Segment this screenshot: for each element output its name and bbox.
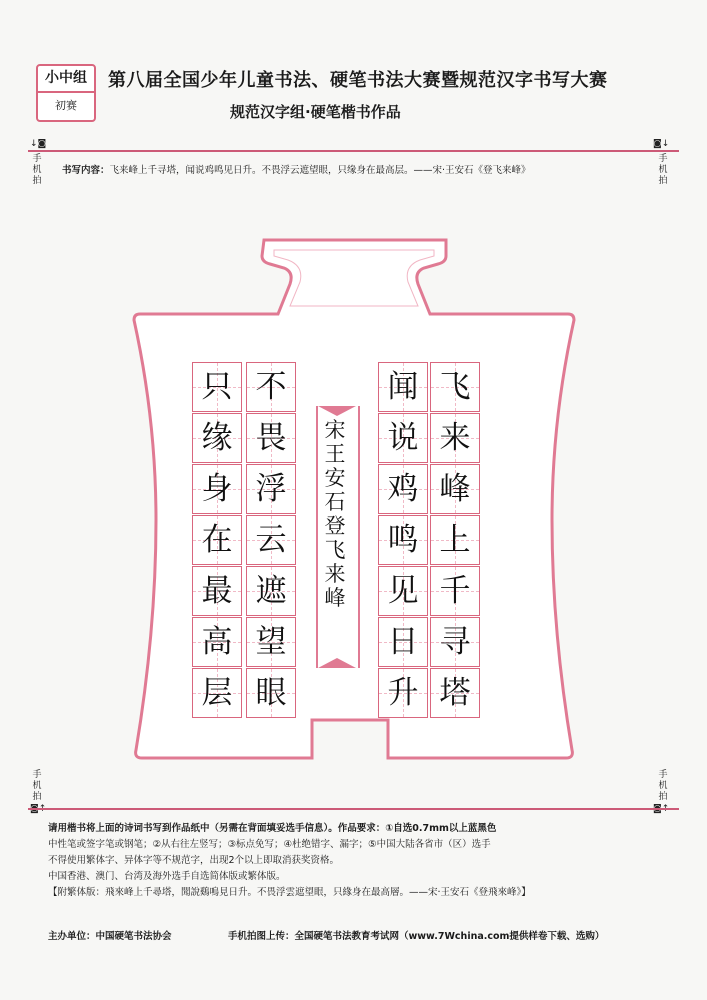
camera-icon-bottom-right: ◙↑ bbox=[653, 804, 670, 814]
char-glyph: 只 bbox=[201, 369, 233, 405]
char-cell bbox=[430, 362, 480, 412]
phone-shot-label-top-left: 手机拍 bbox=[32, 154, 42, 186]
attribution-char: 飞 bbox=[324, 538, 346, 562]
char-glyph: 层 bbox=[201, 675, 233, 711]
char-cell bbox=[378, 464, 428, 514]
char-cell bbox=[378, 515, 428, 565]
page-title: 第八届全国少年儿童书法、硬笔书法大赛暨规范汉字书写大赛 bbox=[108, 70, 608, 91]
attribution-char: 登 bbox=[324, 514, 346, 538]
char-cell bbox=[378, 413, 428, 463]
char-cell bbox=[378, 668, 428, 718]
attribution-text bbox=[312, 418, 358, 610]
char-glyph: 鸣 bbox=[387, 522, 419, 558]
char-cell bbox=[192, 617, 242, 667]
phone-shot-label-bottom-left: 手机拍 bbox=[32, 770, 42, 802]
instructions-block bbox=[48, 821, 531, 901]
char-glyph: 高 bbox=[201, 624, 233, 660]
camera-icon-top-left: ↓◙ bbox=[30, 139, 47, 149]
char-glyph: 望 bbox=[255, 624, 287, 660]
char-cell bbox=[378, 362, 428, 412]
char-cell bbox=[378, 617, 428, 667]
char-glyph: 缘 bbox=[201, 420, 233, 456]
content-text: 飞来峰上千寻塔，闻说鸡鸣见日升。不畏浮云遮望眼，只缘身在最高层。——宋·王安石《登飞来峰》 bbox=[109, 165, 531, 176]
char-glyph: 飞 bbox=[439, 369, 471, 405]
char-glyph: 身 bbox=[201, 471, 233, 507]
char-cell bbox=[246, 464, 296, 514]
char-cell bbox=[192, 566, 242, 616]
attribution-char: 王 bbox=[324, 442, 346, 466]
char-cell bbox=[192, 515, 242, 565]
char-glyph: 眼 bbox=[255, 675, 287, 711]
char-glyph: 云 bbox=[255, 522, 287, 558]
attribution-top-ornament bbox=[314, 404, 360, 418]
char-cell bbox=[430, 413, 480, 463]
char-glyph: 塔 bbox=[439, 675, 471, 711]
attribution-char: 宋 bbox=[324, 418, 346, 442]
phone-shot-label-bottom-right: 手机拍 bbox=[658, 770, 668, 802]
char-cell bbox=[430, 464, 480, 514]
instruction-line-2: 中性笔或签字笔或钢笔；②从右往左竖写；③标点免写；④杜绝错字、漏字；⑤中国大陆各省市（区）选手 bbox=[48, 839, 491, 850]
char-glyph: 千 bbox=[439, 573, 471, 609]
char-cell bbox=[192, 668, 242, 718]
instruction-line-3: 不得使用繁体字、异体字等不规范字，出现2个以上即取消获奖资格。 bbox=[48, 855, 340, 866]
instruction-line-5: 【附繁体版：飛來峰上千尋塔，聞說鷄鳴見日升。不畏浮雲遮望眼，只緣身在最高層。——宋·王安石《登飛來峰》】 bbox=[48, 887, 531, 898]
char-glyph: 升 bbox=[387, 675, 419, 711]
attribution-char: 峰 bbox=[324, 586, 346, 610]
char-glyph: 峰 bbox=[439, 471, 471, 507]
char-glyph: 遮 bbox=[255, 573, 287, 609]
char-cell bbox=[430, 515, 480, 565]
char-glyph: 在 bbox=[201, 522, 233, 558]
upload-info-text: 手机拍图上传：全国硬笔书法教育考试网（www.7Wchina.com提供样卷下载、选购） bbox=[228, 931, 605, 942]
badge-round-label: 初赛 bbox=[55, 99, 77, 112]
instruction-line-4: 中国香港、澳门、台湾及海外选手自选简体版或繁体版。 bbox=[48, 871, 286, 882]
phone-shot-label-top-right: 手机拍 bbox=[658, 154, 668, 186]
char-glyph: 寻 bbox=[439, 624, 471, 660]
char-glyph: 来 bbox=[439, 420, 471, 456]
char-cell bbox=[246, 566, 296, 616]
char-cell bbox=[192, 464, 242, 514]
badge-group-label: 小中组 bbox=[38, 66, 94, 93]
char-cell bbox=[246, 515, 296, 565]
attribution-char: 来 bbox=[324, 562, 346, 586]
char-glyph: 日 bbox=[387, 624, 419, 660]
char-glyph: 最 bbox=[201, 573, 233, 609]
page-subtitle: 规范汉字组·硬笔楷书作品 bbox=[230, 103, 401, 121]
char-cell bbox=[192, 362, 242, 412]
char-glyph: 上 bbox=[439, 522, 471, 558]
char-cell bbox=[246, 668, 296, 718]
char-glyph: 见 bbox=[387, 573, 419, 609]
char-cell bbox=[430, 566, 480, 616]
char-cell bbox=[192, 413, 242, 463]
char-glyph: 鸡 bbox=[387, 471, 419, 507]
attribution-char: 石 bbox=[324, 490, 346, 514]
char-cell bbox=[246, 413, 296, 463]
content-label: 书写内容： bbox=[62, 165, 110, 176]
organizer-text: 主办单位：中国硬笔书法协会 bbox=[48, 931, 172, 942]
char-cell bbox=[246, 362, 296, 412]
instruction-line-1: 请用楷书将上面的诗词书写到作品纸中（另需在背面填妥选手信息）。作品要求：①自选0.7mm以上蓝黑色 bbox=[48, 823, 497, 834]
camera-icon-top-right: ◙↓ bbox=[653, 139, 670, 149]
char-glyph: 畏 bbox=[255, 420, 287, 456]
attribution-bottom-ornament bbox=[314, 656, 360, 670]
char-cell bbox=[378, 566, 428, 616]
char-cell bbox=[430, 617, 480, 667]
camera-icon-bottom-left: ◙↑ bbox=[30, 804, 47, 814]
char-cell bbox=[246, 617, 296, 667]
char-glyph: 说 bbox=[387, 420, 419, 456]
attribution-char: 安 bbox=[324, 466, 346, 490]
char-glyph: 浮 bbox=[255, 471, 287, 507]
char-glyph: 不 bbox=[255, 369, 287, 405]
char-glyph: 闻 bbox=[387, 369, 419, 405]
char-cell bbox=[430, 668, 480, 718]
